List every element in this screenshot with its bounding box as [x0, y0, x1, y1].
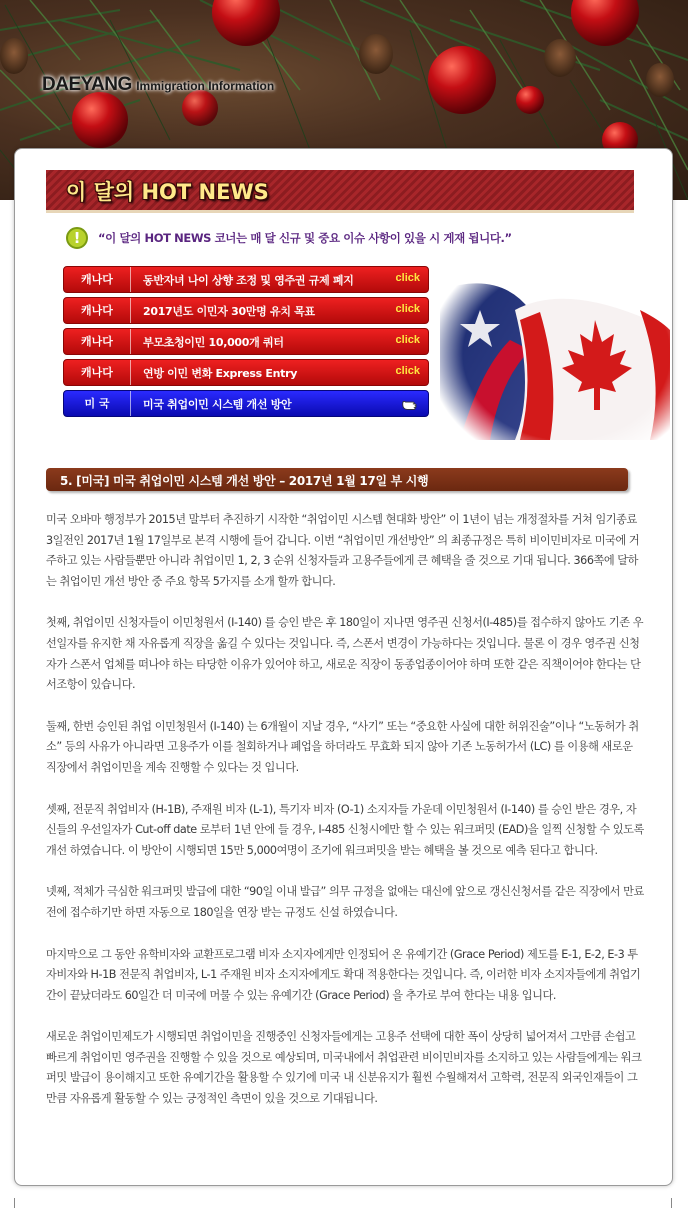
news-item-canada-4[interactable]	[63, 359, 429, 386]
hot-news-notice	[66, 226, 512, 250]
news-title: 동반자녀 나이 상향 조정 및 영주권 규제 폐지	[143, 273, 354, 287]
logo	[42, 74, 274, 96]
article-paragraph: 마지막으로 그 동안 유학비자와 교환프로그램 비자 소지자에게만 인정되어 온 유예기간 (Grace Period) 제도를 E-1, E-2, E-3 투자비자와 H-1B 전문직 취업비자, L-1 주재원 비자 소지자에게도 확대 적용한다는 것입니다. 즉, 이러한 비자 소지자들에게 취업기간이 끝났더라도 60일간 더 미국에 머물 수 있는 유예기간 (Grace Period) 을 추가로 부여 한다는 내용 입니다.	[46, 947, 641, 1002]
click-link[interactable]: click	[395, 272, 420, 284]
article-paragraph: 넷째, 적체가 극심한 워크퍼밋 발급에 대한 “90일 이내 발급” 의무 규정을 없애는 대신에 앞으로 갱신신청서를 같은 직장에서 만료 전에 접수하기만 하면 자동으로 180일을 연장 받는 규정도 신설 하였습니다.	[46, 885, 644, 919]
hot-news-title: 이 달의 HOT NEWS	[66, 180, 269, 204]
hot-news-list	[63, 266, 429, 421]
news-country: 미 국	[64, 391, 131, 416]
click-link[interactable]: click	[395, 334, 420, 346]
hand-pointer-icon	[400, 392, 422, 414]
article-paragraph: 새로운 취업이민제도가 시행되면 취업이민을 진행중인 신청자들에게는 고용주 선택에 대한 폭이 상당히 넓어져서 그만큼 손쉽고 빠르게 취업이민 영주권을 진행할 수 있을 것으로 예상되며, 미국내에서 취업관련 비이민비자를 소지하고 있는 사람들에게는 워크 퍼밋 발급이 용이해지고 또한 유예기간을 활용할 수 있기에 미국 내 신분유지가 훨씬 수월해져서 고학력, 전문직 외국인재들이 그만큼 자유롭게 활동할 수 있는 긍정적인 측면이 있을 것으로 기대됩니다.	[46, 1030, 642, 1106]
logo-brand: DAEYANG	[42, 74, 132, 95]
news-country: 캐나다	[64, 267, 131, 292]
footer-divider-left	[14, 1198, 15, 1208]
christmas-ornament-icon	[212, 0, 280, 46]
article-paragraph: 첫째, 취업이민 신청자들이 이민청원서 (I-140) 를 승인 받은 후 180일이 지나면 영주권 신청서(I-485)를 접수하지 않아도 기존 우선일자를 유지한 채 자유롭게 직장을 옮길 수 있다는 것입니다. 즉, 스폰서 변경이 가능하다는 것입니다. 물론 이 경우 영주권 신청자가 스폰서 업체를 떠나야 하는 타당한 이유가 있어야 하고, 새로운 직장이 동종업종이어야 하며 또한 같은 직책이어야 한다는 단서조항이 있습니다.	[46, 616, 644, 692]
article-heading-bar	[46, 468, 628, 491]
news-country: 캐나다	[64, 298, 131, 323]
flags-illustration	[440, 250, 670, 440]
news-item-canada-3[interactable]	[63, 328, 429, 355]
news-title: 미국 취업이민 시스템 개선 방안	[143, 397, 292, 411]
news-country: 캐나다	[64, 360, 131, 385]
news-item-us-1[interactable]	[63, 390, 429, 417]
logo-subtitle: Immigration Information	[136, 79, 275, 93]
news-item-canada-1[interactable]	[63, 266, 429, 293]
article-heading: 5. [미국] 미국 취업이민 시스템 개선 방안 – 2017년 1월 17일 부 시행	[60, 474, 429, 488]
article-paragraph: 셋째, 전문직 취업비자 (H-1B), 주재원 비자 (L-1), 특기자 비자 (O-1) 소지자들 가운데 이민청원서 (I-140) 를 승인 받은 경우, 자신들의 우선일자가 Cut-off date 로부터 1년 안에 들 경우, I-485 신청시에만 할 수 있는 워크퍼밋 (EAD)을 일찍 신청할 수 있도록 개선 하였습니다. 이 방안이 시행되면 15만 5,000여명이 조기에 워크퍼밋을 받는 혜택을 볼 것으로 예측 된다고 합니다.	[46, 802, 644, 857]
article-paragraph: 미국 오바마 행정부가 2015년 말부터 추진하기 시작한 “취업이민 시스템 현대화 방안” 이 1년이 넘는 개정절차를 거쳐 임기종료 3일전인 2017년 1월 17일부로 본격 시행에 들어 갑니다. 이번 “취업이민 개선방안” 의 최종규정은 특히 비이민비자로 미국에 거주하고 있는 사람들뿐만 아니라 취업이민 1, 2, 3 순위 신청자들과 고용주들에게 큰 혜택을 줄 것으로 기대 됩니다. 366쪽에 달하는 취업이민 개선 방안 중 주요 항목 5가지를 소개 할까 합니다.	[46, 513, 640, 588]
news-title: 2017년도 이민자 30만명 유치 목표	[143, 304, 315, 318]
news-country: 캐나다	[64, 329, 131, 354]
notice-text: “이 달의 HOT NEWS 코너는 매 달 신규 및 중요 이슈 사항이 있을 시 게재 됩니다.”	[98, 231, 512, 245]
news-item-canada-2[interactable]	[63, 297, 429, 324]
news-title: 부모초청이민 10,000개 쿼터	[143, 335, 284, 349]
article-body	[46, 510, 646, 1131]
news-title: 연방 이민 변화 Express Entry	[143, 366, 298, 380]
click-link[interactable]: click	[395, 365, 420, 377]
click-link[interactable]: click	[395, 303, 420, 315]
footer-divider-right	[671, 1198, 672, 1208]
article-paragraph: 둘째, 한번 승인된 취업 이민청원서 (I-140) 는 6개월이 지날 경우, “사기” 또는 “중요한 사실에 대한 허위진술”이나 “노동허가 취소” 등의 사유가 아니라면 고용주가 이를 철회하거나 폐업을 하더라도 무효화 되지 않아 기존 노동허가서 (LC) 를 이용해 새로운 직장에서 취업이민을 계속 진행할 수 있다는 것 입니다.	[46, 719, 639, 774]
question-icon: !	[66, 227, 88, 249]
hot-news-header	[46, 170, 634, 213]
